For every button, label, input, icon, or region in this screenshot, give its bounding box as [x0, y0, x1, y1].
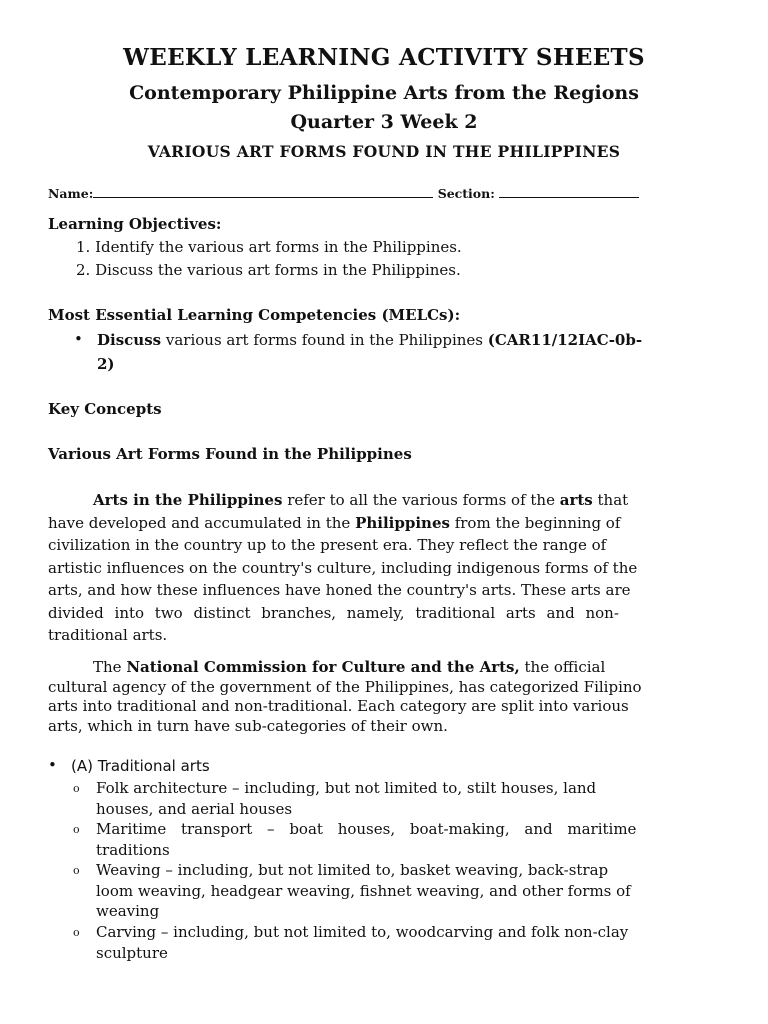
quarter-week: Quarter 3 Week 2: [290, 111, 478, 133]
bullet-marker: •: [74, 330, 83, 348]
melcs-heading: Most Essential Learning Competencies (MELCs):: [48, 306, 461, 324]
subject-title: Contemporary Philippine Arts from the Regions: [129, 82, 639, 104]
traditional-item-carving: Carving – including, but not limited to, woodcarving and folk non-clay sculpture: [96, 923, 629, 962]
section-label: Section:: [437, 186, 495, 201]
traditional-item-weaving: Weaving – including, but not limited to, basket weaving, back-strap loom weaving, headgear weaving, fishnet weaving, and other forms of weaving: [96, 861, 631, 920]
sub-bullet-marker: o: [73, 782, 80, 795]
key-concepts-heading: Key Concepts: [48, 400, 162, 418]
name-section-line: [48, 185, 639, 201]
ncca-paragraph: The National Commission for Culture and the Arts, the official cultural agency of the government of the Philippines, has categorized Filipino arts into traditional and non-traditional. Each category are split into various arts, which in turn have sub-categories of their own.: [48, 658, 642, 735]
sheet-title: WEEKLY LEARNING ACTIVITY SHEETS: [123, 44, 645, 71]
section-title: Various Art Forms Found in the Philippines: [48, 445, 412, 463]
melc-item-code: 2): [97, 355, 115, 373]
sub-bullet-marker: o: [73, 823, 80, 836]
melc-item: Discuss various art forms found in the Philippines (CAR11/12IAC-0b-: [97, 331, 643, 349]
sub-bullet-marker: o: [73, 926, 80, 939]
bullet-marker: •: [48, 756, 57, 774]
traditional-item-folk-architecture: Folk architecture – including, but not limited to, stilt houses, land houses, and aerial houses: [96, 779, 597, 818]
sub-bullet-marker: o: [73, 864, 80, 877]
objectives-heading: Learning Objectives:: [48, 215, 222, 233]
intro-paragraph: Arts in the Philippines refer to all the various forms of the arts that have developed and accumulated in the Philippines from the beginning of civilization in the country up to the present era. They reflect the range of artistic influences on the country's culture, including indigenous forms of the arts, and how these influences have honed the country's arts. These arts are divided into two distinct branches, namely, traditional arts and non- traditional arts.: [48, 491, 638, 644]
section-field[interactable]: [499, 185, 639, 198]
traditional-arts-label: (A) Traditional arts: [71, 757, 210, 775]
objective-item: 2. Discuss the various art forms in the Philippines.: [76, 261, 461, 279]
name-field[interactable]: [93, 185, 433, 198]
topic-title: VARIOUS ART FORMS FOUND IN THE PHILIPPINES: [147, 142, 621, 161]
objective-item: 1. Identify the various art forms in the Philippines.: [76, 238, 462, 256]
traditional-item-maritime-transport: Maritime transport – boat houses, boat-making, and maritime traditions: [96, 820, 637, 859]
name-label: Name:: [48, 186, 94, 201]
